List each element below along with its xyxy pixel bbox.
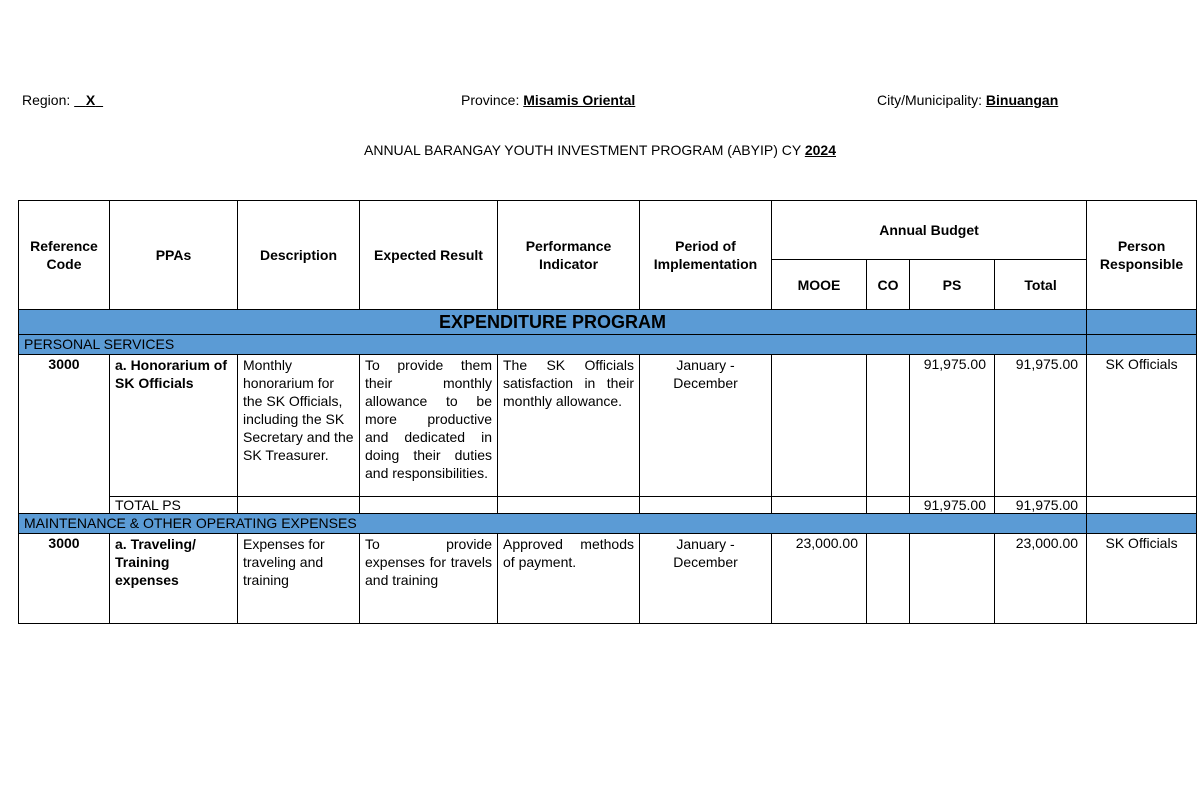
col-desc-header: Description bbox=[238, 201, 360, 310]
region-value: X bbox=[85, 92, 96, 108]
row-expected: To provide them their monthly allowance to be more productive and dedicated in doing their duties and responsibilities. bbox=[360, 355, 498, 497]
col-mooe-header: MOOE bbox=[772, 260, 867, 310]
row-ppa: a. Honorarium of SK Officials bbox=[110, 355, 238, 497]
total-ps-empty-mooe bbox=[772, 497, 867, 514]
program-title-row bbox=[19, 310, 1197, 335]
col-period-header: Period of Implementation bbox=[640, 201, 772, 310]
total-ps-label: TOTAL PS bbox=[110, 497, 238, 514]
row-person: SK Officials bbox=[1087, 355, 1197, 497]
city-label: City/Municipality: bbox=[877, 92, 983, 108]
col-indicator-header: Performance Indicator bbox=[498, 201, 640, 310]
col-expected-header: Expected Result bbox=[360, 201, 498, 310]
total-ps-empty-co bbox=[867, 497, 910, 514]
section-title-ps: PERSONAL SERVICES bbox=[19, 335, 1087, 355]
col-total-header: Total bbox=[995, 260, 1087, 310]
row-indicator: The SK Officials satisfaction in their monthly allowance. bbox=[498, 355, 640, 497]
col-budget-header: Annual Budget bbox=[772, 201, 1087, 260]
section-mooe-empty bbox=[1087, 514, 1197, 534]
title-text: ANNUAL BARANGAY YOUTH INVESTMENT PROGRAM (ABYIP) CY bbox=[364, 142, 801, 158]
row-desc: Expenses for traveling and training bbox=[238, 534, 360, 624]
col-ppas-header: PPAs bbox=[110, 201, 238, 310]
col-person-header: Person Responsible bbox=[1087, 201, 1197, 310]
table-row bbox=[19, 534, 1197, 624]
table-row bbox=[19, 355, 1197, 497]
header-row-1 bbox=[19, 201, 1197, 260]
row-person: SK Officials bbox=[1087, 534, 1197, 624]
row-co bbox=[867, 355, 910, 497]
row-mooe: 23,000.00 bbox=[772, 534, 867, 624]
row-expected: To provide expenses for travels and training bbox=[360, 534, 498, 624]
total-ps-empty-person bbox=[1087, 497, 1197, 514]
city-value: Binuangan bbox=[985, 92, 1059, 108]
total-ps-empty-expected bbox=[360, 497, 498, 514]
total-ps-row bbox=[19, 497, 1197, 514]
total-ps-value: 91,975.00 bbox=[910, 497, 995, 514]
row-desc: Monthly honorarium for the SK Officials, including the SK Secretary and the SK Treasurer. bbox=[238, 355, 360, 497]
program-title-empty bbox=[1087, 310, 1197, 335]
row-total: 91,975.00 bbox=[995, 355, 1087, 497]
province-value: Misamis Oriental bbox=[523, 92, 636, 108]
section-row-ps bbox=[19, 335, 1197, 355]
row-ref: 3000 bbox=[19, 534, 110, 624]
total-ps-empty-desc bbox=[238, 497, 360, 514]
region-label: Region: bbox=[22, 92, 71, 108]
row-period: January - December bbox=[640, 534, 772, 624]
total-ps-empty-indicator bbox=[498, 497, 640, 514]
row-indicator: Approved methods of payment. bbox=[498, 534, 640, 624]
row-ref: 3000 bbox=[19, 355, 110, 514]
province-field bbox=[461, 92, 635, 108]
row-mooe bbox=[772, 355, 867, 497]
total-ps-empty-period bbox=[640, 497, 772, 514]
row-period: January - December bbox=[640, 355, 772, 497]
row-ps bbox=[910, 534, 995, 624]
col-co-header: CO bbox=[867, 260, 910, 310]
row-ppa: a. Traveling/ Training expenses bbox=[110, 534, 238, 624]
row-co bbox=[867, 534, 910, 624]
region-field: Region: _X_ bbox=[22, 92, 103, 108]
col-ps-header: PS bbox=[910, 260, 995, 310]
title-year: 2024 bbox=[804, 142, 836, 158]
section-title-mooe: MAINTENANCE & OTHER OPERATING EXPENSES bbox=[19, 514, 1087, 534]
row-ps: 91,975.00 bbox=[910, 355, 995, 497]
abyip-table bbox=[18, 200, 1197, 624]
province-label: Province: bbox=[461, 92, 520, 108]
document-title bbox=[0, 142, 1200, 158]
program-title: EXPENDITURE PROGRAM bbox=[19, 310, 1087, 335]
total-ps-total: 91,975.00 bbox=[995, 497, 1087, 514]
city-field bbox=[877, 92, 1058, 108]
section-ps-empty bbox=[1087, 335, 1197, 355]
section-row-mooe bbox=[19, 514, 1197, 534]
col-ref-header: Reference Code bbox=[19, 201, 110, 310]
row-total: 23,000.00 bbox=[995, 534, 1087, 624]
